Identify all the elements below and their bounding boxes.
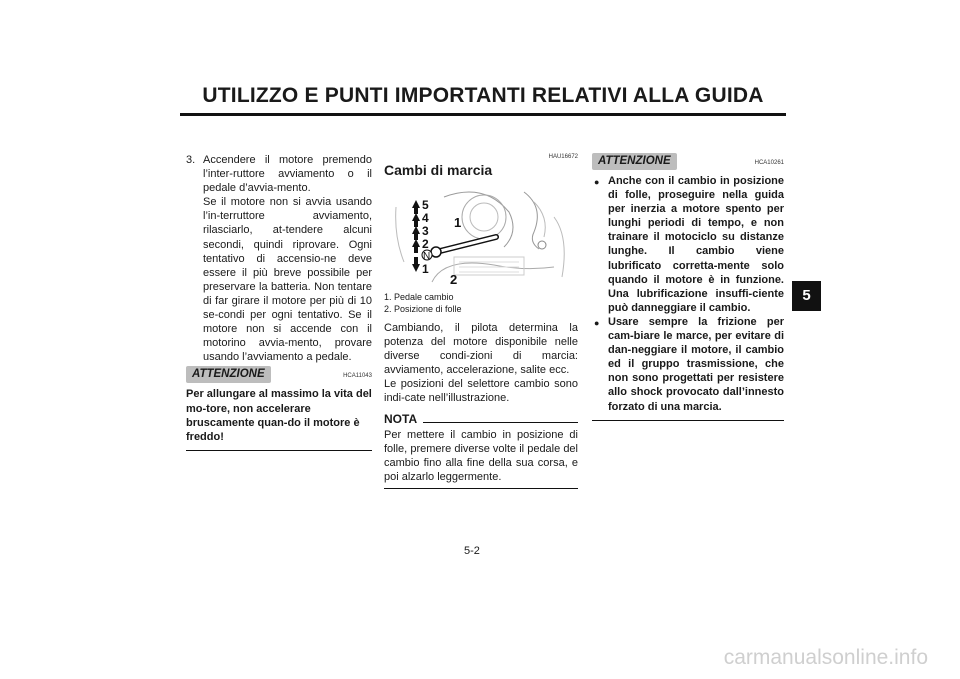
attention-header-right: [592, 153, 784, 170]
bullet-text: Anche con il cambio in posizione di folle, proseguire nella guida per inerzia a motore spento per lunghi periodi di tempo, e non trainare il motociclo su distanze lunghe. Il cambio viene lubrificato corretta-mente solo quando il motore è in funzione. Una lubrificazione insuffi-ciente può danneggiare il cambio.: [608, 175, 784, 314]
caption-1: 1. Pedale cambio: [384, 292, 454, 302]
step-3: [186, 153, 372, 364]
step-paragraph-1: Accendere il motore premendo l’inter-ruttore avviamento o il pedale d’avvia-mento.: [203, 154, 372, 195]
column-middle: [384, 153, 578, 489]
attention-badge: ATTENZIONE: [186, 366, 271, 383]
gear-label-4: 4: [422, 211, 429, 225]
bullet-dot-icon: ●: [594, 317, 600, 328]
callout-1: 1: [454, 215, 462, 230]
header-rule: [180, 113, 786, 116]
attention-bullet-list: [592, 174, 784, 414]
attention-end-rule-right: [592, 420, 784, 421]
step-number: 3.: [186, 154, 196, 166]
nota-label: NOTA: [384, 411, 418, 426]
list-item: [592, 174, 784, 315]
watermark: carmanualsonline.info: [723, 646, 928, 669]
section-title: Cambi di marcia: [384, 162, 493, 178]
attention-header: [186, 366, 372, 383]
body-paragraph-1: Cambiando, il pilota determina la potenza del motore disponibile nelle diverse condi-zioni di marcia: avviamento, accelerazione, salite ecc.: [384, 322, 578, 377]
nota-text: Per mettere il cambio in posizione di folle, premere diverse volte il pedale del cambio fino alla fine della sua corsa, e poi alzarlo leggermente.: [384, 428, 578, 483]
gear-label-neutral: N: [423, 251, 431, 262]
step-body: [203, 153, 372, 364]
callout-2: 2: [450, 272, 458, 287]
gear-shift-illustration: [384, 187, 578, 287]
attention-badge-right: ATTENZIONE: [592, 153, 677, 170]
gear-label-1: 1: [422, 262, 429, 276]
gear-label-5: 5: [422, 198, 429, 212]
attention-text: Per allungare al massimo la vita del mo-tore, non accelerare bruscamente quan-do il motore è freddo!: [186, 388, 372, 443]
bullet-dot-icon: ●: [594, 177, 600, 187]
caption-2: 2. Posizione di folle: [384, 304, 462, 314]
bullet-text: Usare sempre la frizione per cam-biare le marce, per evitare di dan-neggiare il motore, il cambio ed il gruppo trasmissione, che non sono progettati per resistere allo shock provocato dall’innesto forzato di una marcia.: [608, 315, 784, 413]
body-paragraph-2: Le posizioni del selettore cambio sono indi-cate nell’illustrazione.: [384, 378, 578, 405]
list-item: [592, 315, 784, 414]
attention-code: HCA11043: [343, 373, 372, 380]
nota-rule: [423, 422, 578, 423]
gear-label-2: 2: [422, 237, 429, 251]
chapter-tab: 5: [792, 281, 821, 311]
gear-label-3: 3: [422, 224, 429, 238]
attention-code-right: HCA10261: [754, 160, 784, 166]
attention-end-rule: [186, 450, 372, 451]
nota-header: [384, 412, 578, 426]
column-left: [186, 153, 372, 451]
gear-shift-figure: [384, 187, 578, 287]
page-number: 5-2: [464, 545, 480, 557]
page-header-title: UTILIZZO E PUNTI IMPORTANTI RELATIVI ALLA GUIDA: [202, 84, 764, 107]
step-paragraph-2: Se il motore non si avvia usando l’in-terruttore avviamento, rilasciarlo, at-tendere alcuni secondi, quindi riprovare. Ogni tentativo di accensio-ne deve essere il più breve possibile per preservare la batteria. Non tentare di far girare il motore per più di 10 se-condi per ogni tentativo. Se il motore non si accende con il motorino avvia-mento, provare usando l’avviamento a pedale.: [203, 196, 372, 364]
nota-end-rule: [384, 488, 578, 489]
column-right: [592, 153, 784, 421]
section-code: HAU16672: [548, 154, 578, 160]
